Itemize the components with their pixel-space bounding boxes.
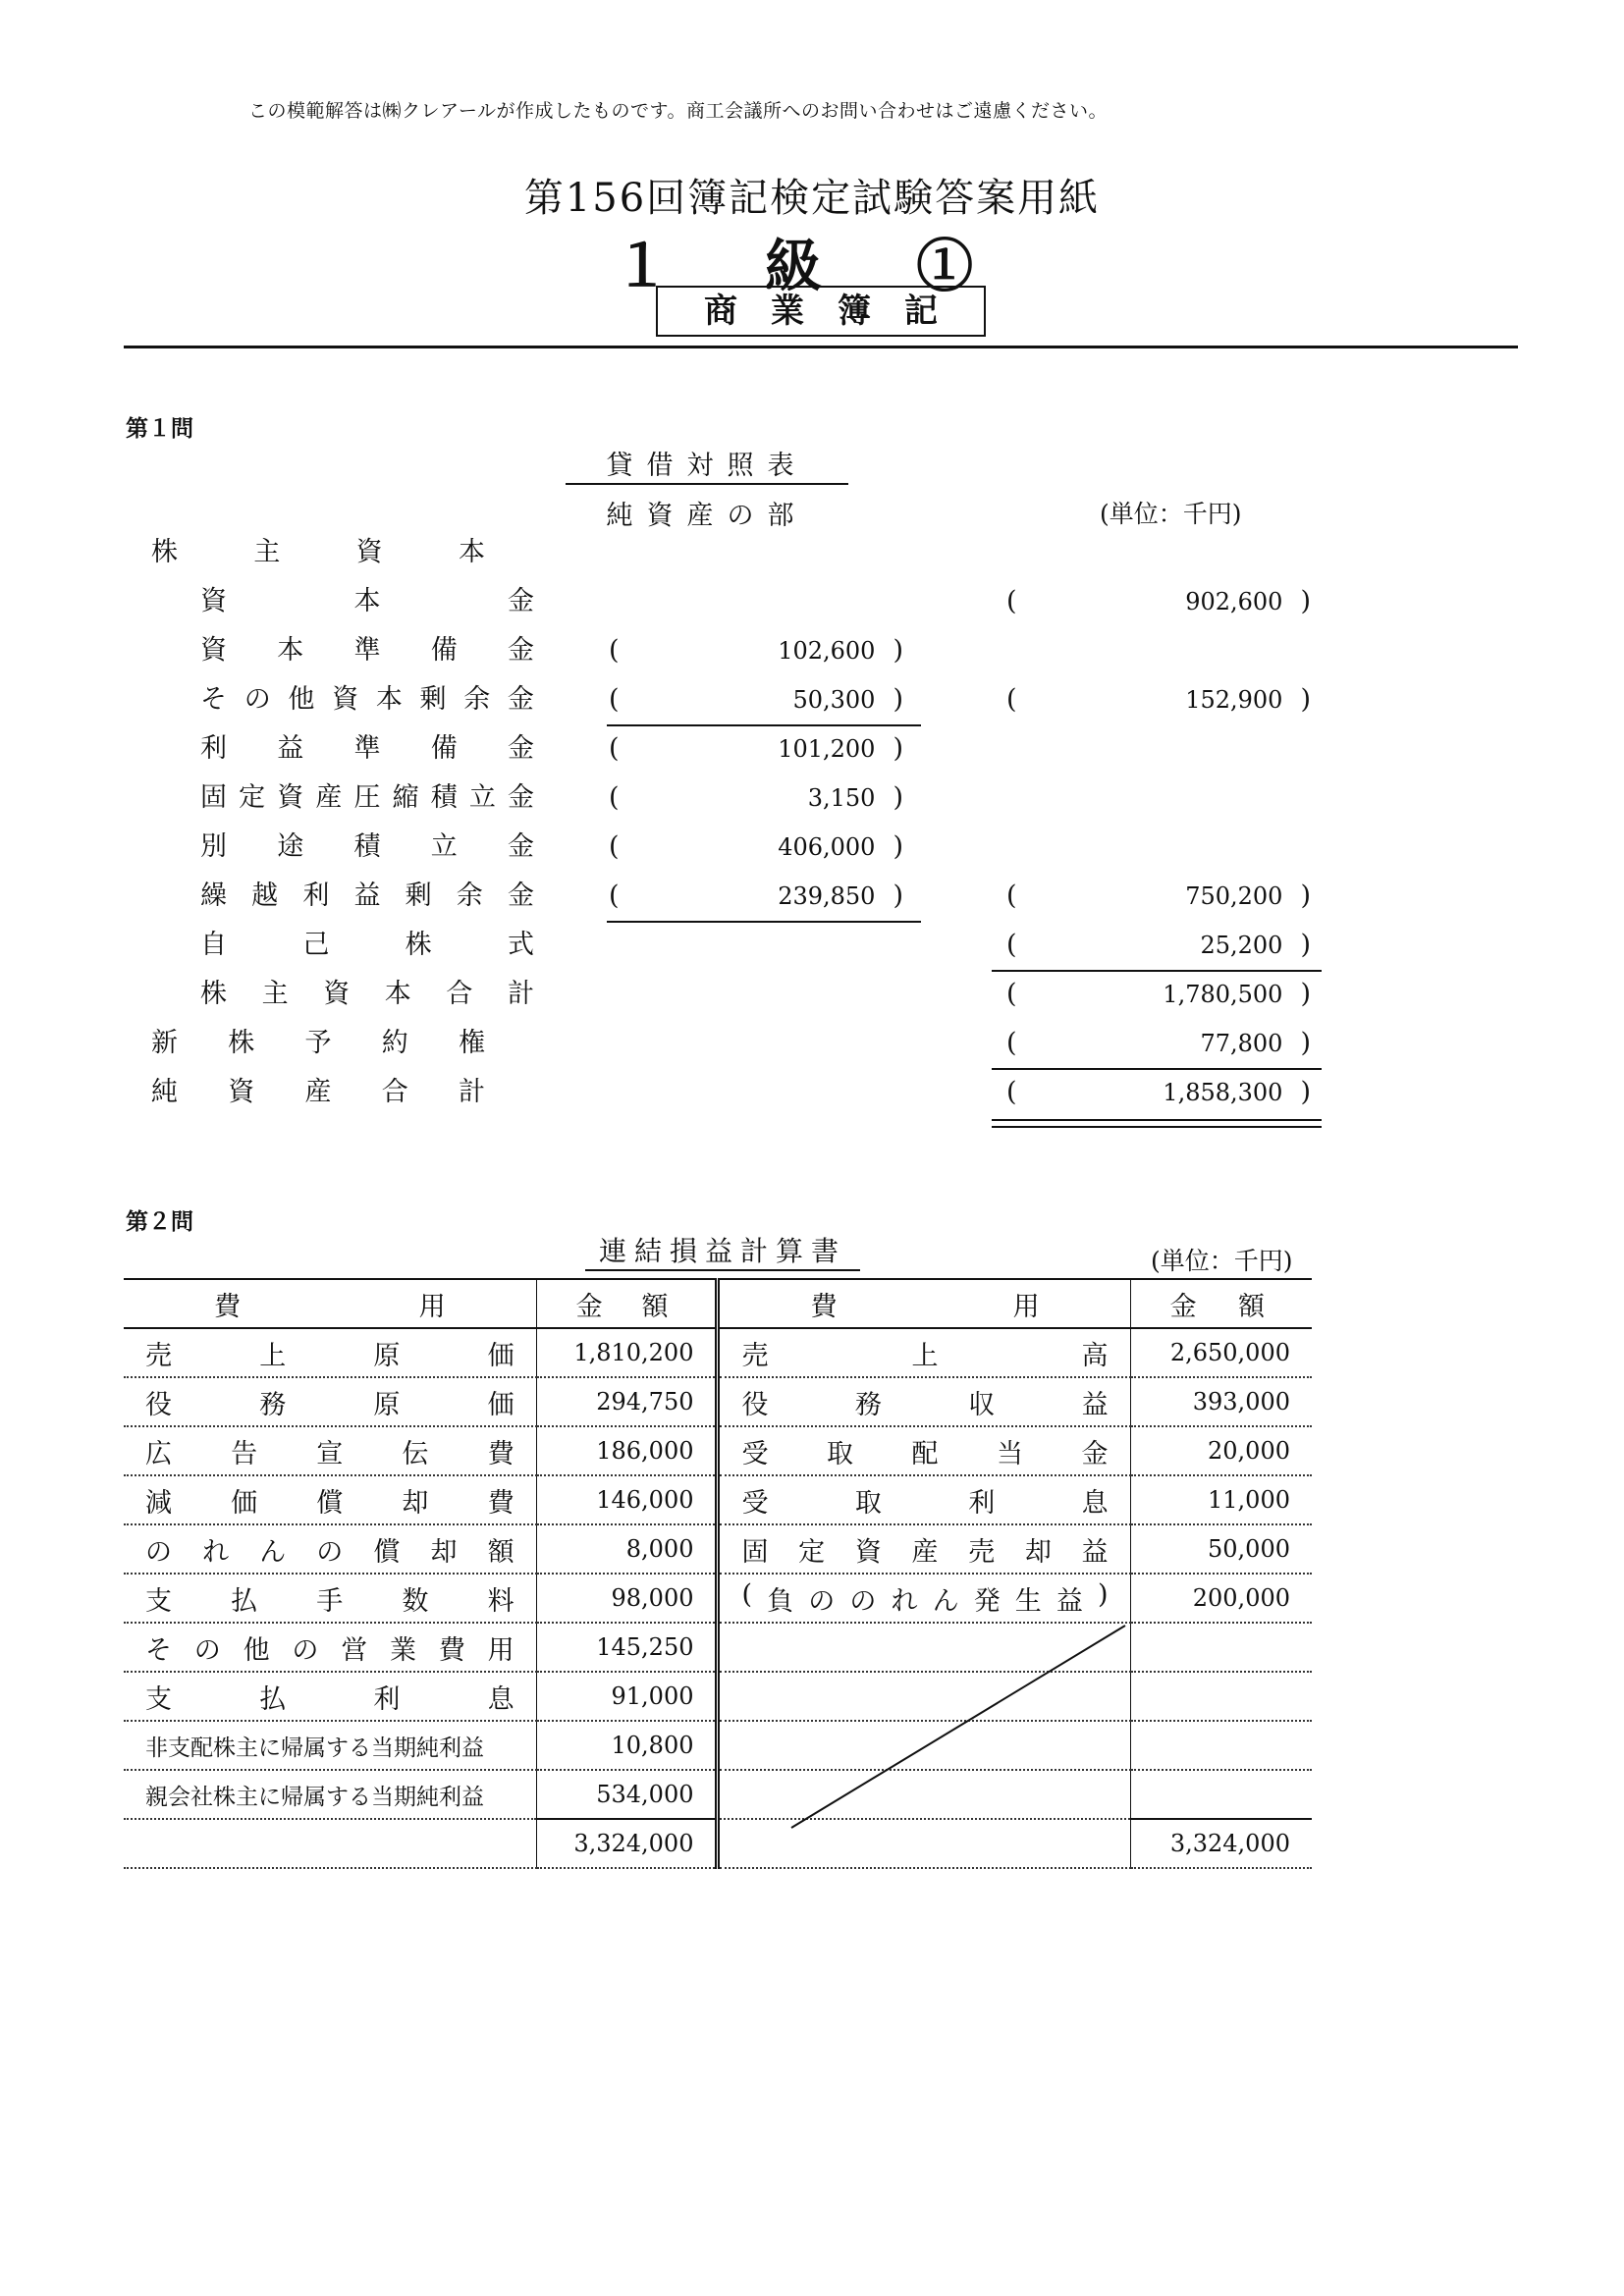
bs-amount-mid: ( 3,150 ): [609, 782, 903, 813]
bs-row-label: 新 株 予 約 権: [151, 1028, 485, 1058]
cell-credit-amt: [1130, 1721, 1312, 1770]
bs-row-label: 繰 越 利 益 剰 余 金: [200, 881, 534, 911]
income-statement-title: 連結損益計算書: [585, 1234, 860, 1271]
bs-row-label: 資 本 準 備 金: [200, 635, 534, 666]
cell-debit-amt: 186,000: [536, 1426, 718, 1475]
cell-debit: 役 務 原 価: [124, 1377, 536, 1426]
bs-row: [147, 1068, 1326, 1117]
total-row: [124, 1819, 1312, 1868]
bs-amount-right: ( 750,200 ): [1006, 881, 1311, 911]
subject-box: 商業簿記: [656, 286, 986, 337]
bs-amount-right: ( 1,858,300 ): [1006, 1077, 1311, 1107]
cell-credit-amt: 50,000: [1130, 1524, 1312, 1574]
cell-debit-amt: 98,000: [536, 1574, 718, 1623]
bs-row-label: 別 途 積 立 金: [200, 831, 534, 862]
bs-row-label: 固 定 資 産 圧 縮 積 立 金: [200, 782, 534, 813]
bs-row: [147, 921, 1326, 970]
bs-row: [147, 774, 1326, 823]
bs-row: [147, 970, 1326, 1019]
cell-credit-amt: 20,000: [1130, 1426, 1312, 1475]
table-row: [124, 1623, 1312, 1672]
cell-debit-amt: 8,000: [536, 1524, 718, 1574]
bs-row: [147, 675, 1326, 724]
bs-rule: [992, 1068, 1322, 1070]
header-left-label: 費 用: [214, 1291, 446, 1322]
bs-row-label: 自 己 株 式: [200, 930, 534, 960]
cell-credit-amt: [1130, 1770, 1312, 1819]
cell-credit-amt: 393,000: [1130, 1377, 1312, 1426]
bs-row-label: 純 資 産 合 計: [151, 1077, 485, 1107]
bs-row: [147, 823, 1326, 872]
bs-row-label: そ の 他 資 本 剰 余 金: [200, 684, 534, 715]
cell-debit: そ の 他 の 営 業 費 用: [124, 1623, 536, 1672]
cell-credit-amt: 2,650,000: [1130, 1328, 1312, 1377]
exam-title: 第156回簿記検定試験答案用紙: [523, 176, 1101, 221]
cell-credit-amt: [1130, 1623, 1312, 1672]
table-row: [124, 1475, 1312, 1524]
cell-debit-amt: 294,750: [536, 1377, 718, 1426]
cell-credit: [718, 1623, 1130, 1672]
table-row: [124, 1328, 1312, 1377]
bs-row: [147, 872, 1326, 921]
cell-debit: 売 上 原 価: [124, 1328, 536, 1377]
cell-debit: 支 払 手 数 料: [124, 1574, 536, 1623]
cell-credit-amt: 11,000: [1130, 1475, 1312, 1524]
cell-credit: 役 務 収 益: [718, 1377, 1130, 1426]
bs-row-label: 株 主 資 本 合 計: [200, 979, 534, 1009]
total-amount: 3,324,000: [1130, 1819, 1312, 1868]
cell-debit: 親会社株主に帰属する当期純利益: [124, 1770, 536, 1819]
cell-debit: 減 価 償 却 費: [124, 1475, 536, 1524]
table-row: [124, 1574, 1312, 1623]
table-row: [124, 1426, 1312, 1475]
bs-amount-mid: ( 50,300 ): [609, 684, 903, 715]
income-statement-table: [124, 1278, 1312, 1869]
cell-debit: 支 払 利 息: [124, 1672, 536, 1721]
bs-row-label: 資 本 金: [200, 586, 534, 616]
q2-unit: (単位：千円): [1151, 1247, 1293, 1275]
notice-text: この模範解答は㈱クレアールが作成したものです。商工会議所へのお問い合わせはご遠慮ください。: [248, 100, 1109, 122]
bs-rule: [607, 724, 921, 726]
cell-credit: 受 取 配 当 金: [718, 1426, 1130, 1475]
bs-row: [147, 528, 1326, 577]
bs-amount-mid: ( 101,200 ): [609, 733, 903, 764]
cell-credit: 売 上 高: [718, 1328, 1130, 1377]
cell-credit: [718, 1672, 1130, 1721]
table-row: [124, 1672, 1312, 1721]
bs-row: [147, 577, 1326, 626]
bs-rule: [992, 1119, 1322, 1128]
cell-credit-amt: 200,000: [1130, 1574, 1312, 1623]
cell-credit: ( 負 の の れ ん 発 生 益 ): [718, 1574, 1130, 1623]
balance-sheet-rows: [147, 528, 1326, 1117]
total-blank: [124, 1819, 536, 1868]
cell-debit-amt: 1,810,200: [536, 1328, 718, 1377]
q1-label: 第１問: [126, 416, 193, 442]
bs-amount-right: ( 77,800 ): [1006, 1028, 1311, 1058]
header-rule: [124, 346, 1518, 348]
bs-row: [147, 1019, 1326, 1068]
header-left-amount: 金 額: [575, 1291, 669, 1322]
cell-credit: 固 定 資 産 売 却 益: [718, 1524, 1130, 1574]
cell-debit-amt: 534,000: [536, 1770, 718, 1819]
balance-sheet-title: 貸借対照表: [566, 450, 848, 485]
q1-unit: (単位：千円): [1100, 500, 1242, 528]
table-header-row: [124, 1279, 1312, 1328]
bs-row-label: 利 益 準 備 金: [200, 733, 534, 764]
cell-credit: 受 取 利 息: [718, 1475, 1130, 1524]
bs-amount-right: ( 25,200 ): [1006, 930, 1311, 960]
total-amount: 3,324,000: [536, 1819, 718, 1868]
header-right-amount: 金 額: [1169, 1291, 1265, 1322]
cell-debit-amt: 145,250: [536, 1623, 718, 1672]
cell-debit-amt: 91,000: [536, 1672, 718, 1721]
bs-amount-right: ( 152,900 ): [1006, 684, 1311, 715]
net-assets-section-title: 純資産の部: [606, 501, 808, 531]
bs-amount-mid: ( 239,850 ): [609, 881, 903, 911]
bs-amount-right: ( 1,780,500 ): [1006, 979, 1311, 1009]
cell-credit: [718, 1770, 1130, 1819]
table-row: [124, 1377, 1312, 1426]
bs-row-label: 株 主 資 本: [151, 537, 485, 567]
cell-debit: 非支配株主に帰属する当期純利益: [124, 1721, 536, 1770]
header-right-label: 費 用: [810, 1291, 1040, 1322]
cell-credit: [718, 1721, 1130, 1770]
bs-row: [147, 724, 1326, 774]
table-row: [124, 1770, 1312, 1819]
total-blank: [718, 1819, 1130, 1868]
cell-credit-amt: [1130, 1672, 1312, 1721]
cell-debit: の れ ん の 償 却 額: [124, 1524, 536, 1574]
cell-debit-amt: 146,000: [536, 1475, 718, 1524]
grade-title: １ 級 ①: [613, 233, 1011, 299]
bs-amount-right: ( 902,600 ): [1006, 586, 1311, 616]
table-row: [124, 1524, 1312, 1574]
bs-rule: [992, 970, 1322, 972]
cell-debit: 広 告 宣 伝 費: [124, 1426, 536, 1475]
table-row: [124, 1721, 1312, 1770]
bs-amount-mid: ( 406,000 ): [609, 831, 903, 862]
q2-label: 第２問: [126, 1209, 193, 1235]
bs-amount-mid: ( 102,600 ): [609, 635, 903, 666]
bs-row: [147, 626, 1326, 675]
cell-debit-amt: 10,800: [536, 1721, 718, 1770]
bs-rule: [607, 921, 921, 923]
